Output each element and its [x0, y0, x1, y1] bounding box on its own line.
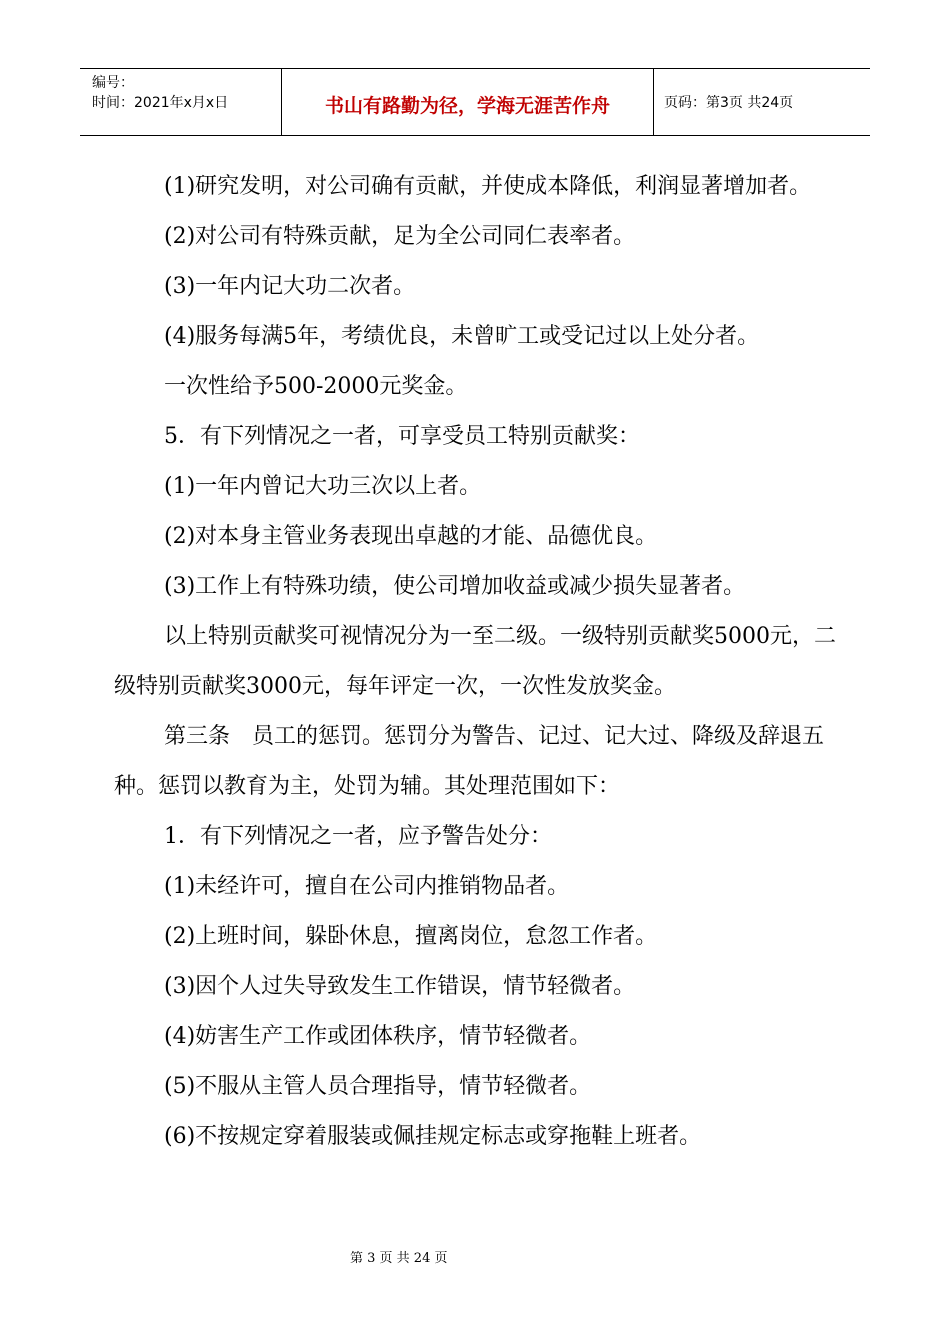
- body-paragraph: (1)未经许可，擅自在公司内推销物品者。: [164, 874, 570, 899]
- body-paragraph: 第三条 员工的惩罚。惩罚分为警告、记过、记大过、降级及辞退五种。惩罚以教育为主，处罚为辅。其处理范围如下：: [114, 724, 825, 799]
- document-time-label: 时间：2021年x月x日: [92, 95, 229, 111]
- body-paragraph: (3)一年内记大功二次者。: [164, 274, 416, 299]
- document-body: [114, 162, 844, 1162]
- body-paragraph: 5．有下列情况之一者，可享受员工特别贡献奖：: [164, 424, 640, 449]
- body-paragraph: 1．有下列情况之一者，应予警告处分：: [164, 824, 552, 849]
- page-footer: 第 3 页 共 24 页: [350, 1251, 448, 1266]
- header-motto: 书山有路勤为径，学海无涯苦作舟: [282, 69, 654, 135]
- body-paragraph: (1)一年内曾记大功三次以上者。: [164, 474, 482, 499]
- body-paragraph: (2)上班时间，躲卧休息，擅离岗位，怠忽工作者。: [164, 924, 658, 949]
- header-meta: [80, 69, 282, 135]
- body-paragraph: (3)工作上有特殊功绩，使公司增加收益或减少损失显著者。: [164, 574, 746, 599]
- body-paragraph: (2)对公司有特殊贡献，足为全公司同仁表率者。: [164, 224, 636, 249]
- body-paragraph: (2)对本身主管业务表现出卓越的才能、品德优良。: [164, 524, 658, 549]
- body-paragraph: 以上特别贡献奖可视情况分为一至二级。一级特别贡献奖5000元，二级特别贡献奖3000元，每年评定一次，一次性发放奖金。: [114, 624, 836, 699]
- body-paragraph: (5)不服从主管人员合理指导，情节轻微者。: [164, 1074, 592, 1099]
- body-paragraph: 一次性给予500-2000元奖金。: [164, 374, 468, 399]
- body-paragraph: (4)妨害生产工作或团体秩序，情节轻微者。: [164, 1024, 592, 1049]
- body-paragraph: (6)不按规定穿着服装或佩挂规定标志或穿拖鞋上班者。: [164, 1124, 702, 1149]
- body-paragraph: (4)服务每满5年，考绩优良，未曾旷工或受记过以上处分者。: [164, 324, 760, 349]
- body-paragraph: (1)研究发明，对公司确有贡献，并使成本降低，利润显著增加者。: [164, 174, 812, 199]
- header-page-info: 页码：第3页 共24页: [664, 95, 794, 111]
- body-paragraph: (3)因个人过失导致发生工作错误，情节轻微者。: [164, 974, 636, 999]
- page-header: [80, 68, 870, 136]
- document-number-label: 编号：: [92, 75, 134, 91]
